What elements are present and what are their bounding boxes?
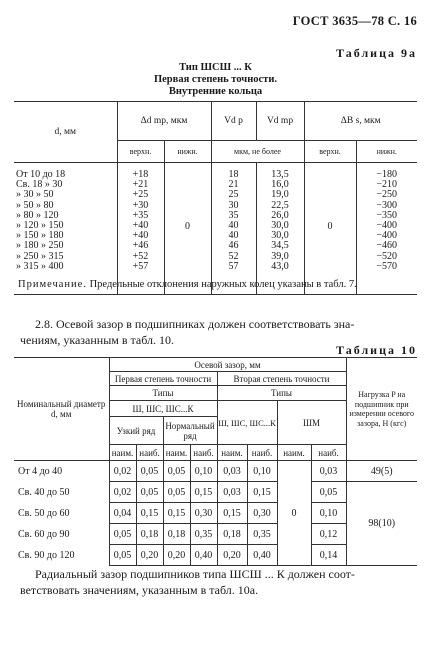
table-cell: 26,0 bbox=[271, 209, 289, 221]
clearance-value: 0,05 bbox=[163, 461, 190, 482]
clearance-value: 0,18 bbox=[217, 524, 247, 545]
table-cell: » 30 » 50 bbox=[16, 189, 54, 201]
clearance-value: 0,03 bbox=[217, 482, 247, 503]
clearance-value: 0,02 bbox=[109, 482, 136, 503]
sub-header-upper-2: верхн. bbox=[304, 141, 356, 163]
col-header-vdmp: Vd mp bbox=[256, 102, 304, 141]
table-cell: » 250 » 315 bbox=[16, 250, 64, 262]
clearance-value: 0,05 bbox=[136, 482, 163, 503]
clearance-value: 0,14 bbox=[311, 545, 346, 566]
clearance-value: 0,10 bbox=[190, 461, 217, 482]
header-axial-clearance: Осевой зазор, мм bbox=[109, 358, 346, 372]
column-dbs-upper: 0 bbox=[304, 163, 356, 291]
header-types-second: Типы bbox=[217, 386, 346, 401]
header-min-1: наим. bbox=[109, 445, 136, 461]
clearance-value: 0,20 bbox=[136, 545, 163, 566]
table-cell: » 120 » 150 bbox=[16, 219, 64, 231]
table-cell: −180 bbox=[376, 169, 398, 180]
header-type-group-2: Ш, ШС, ШС...К bbox=[217, 401, 277, 445]
paragraph-2-8-line-2: чениям, указанным в табл. 10. bbox=[20, 333, 175, 347]
table-cell: 30,0 bbox=[271, 219, 289, 231]
table-cell: −400 bbox=[376, 219, 398, 231]
table-10-caption: Таблица 10 bbox=[336, 343, 417, 357]
col-header-delta-bs: ΔB s, мкм bbox=[304, 102, 417, 141]
table-cell: −520 bbox=[376, 250, 398, 262]
clearance-value: 0,18 bbox=[163, 524, 190, 545]
paragraph-2-8-line-1: 2.8. Осевой зазор в подшипниках должен соответствовать зна- bbox=[35, 317, 355, 331]
clearance-value: 0,12 bbox=[311, 524, 346, 545]
clearance-value: 0,03 bbox=[311, 461, 346, 482]
header-first-accuracy: Первая степень точности bbox=[109, 372, 217, 386]
table-cell: +57 bbox=[132, 260, 149, 272]
table-cell: 40 bbox=[228, 219, 239, 231]
table-cell: 43,0 bbox=[271, 260, 289, 272]
paragraph-radial-line-2: ветствовать значениям, указанным в табл. 10а. bbox=[20, 583, 259, 597]
table-9a bbox=[14, 101, 417, 295]
row-diameter-range: Св. 90 до 120 bbox=[14, 545, 109, 566]
clearance-value: 0,20 bbox=[217, 545, 247, 566]
clearance-value: 0,15 bbox=[247, 482, 277, 503]
table-cell: +52 bbox=[132, 250, 149, 262]
table-cell: 46 bbox=[228, 240, 239, 252]
table-cell: Св. 18 » 30 bbox=[16, 179, 63, 191]
row-diameter-range: Св. 60 до 90 bbox=[14, 524, 109, 545]
table-cell: +21 bbox=[132, 179, 149, 191]
table-cell: +35 bbox=[132, 209, 149, 221]
sub-header-max: мкм, не более bbox=[211, 141, 304, 163]
table-9a-title-type: Тип ШСШ ... К bbox=[179, 62, 252, 73]
header-nominal-diameter: Номинальный диаметр d, мм bbox=[14, 358, 109, 461]
header-max-3: наиб. bbox=[247, 445, 277, 461]
sub-header-lower-2: нижн. bbox=[356, 141, 417, 163]
table-cell: 19,0 bbox=[271, 189, 289, 201]
table-9a-caption: Таблица 9а bbox=[336, 46, 417, 60]
table-cell: 40 bbox=[228, 230, 239, 242]
table-cell: » 80 » 120 bbox=[16, 209, 59, 221]
table-cell: −460 bbox=[376, 240, 398, 252]
table-cell: 57 bbox=[228, 260, 239, 272]
shm-min-value: 0 bbox=[277, 461, 311, 566]
col-header-d: d, мм bbox=[14, 102, 117, 163]
table-row bbox=[14, 482, 417, 503]
paragraph-radial-line-1: Радиальный зазор подшипников типа ШСШ ... К должен соот- bbox=[35, 567, 355, 581]
table-cell: 30 bbox=[228, 199, 239, 211]
row-diameter-range: От 4 до 40 bbox=[14, 461, 109, 482]
clearance-value: 0,04 bbox=[109, 503, 136, 524]
clearance-value: 0,30 bbox=[190, 503, 217, 524]
clearance-value: 0,15 bbox=[136, 503, 163, 524]
table-cell: +18 bbox=[132, 169, 149, 180]
column-ddmp-lower: 0 bbox=[164, 163, 211, 291]
col-header-delta-dmp: Δd mp, мкм bbox=[117, 102, 211, 141]
column-d-values bbox=[14, 163, 117, 291]
load-value-1: 49(5) bbox=[346, 461, 417, 482]
clearance-value: 0,05 bbox=[109, 524, 136, 545]
header-min-4: наим. bbox=[277, 445, 311, 461]
table-cell: +40 bbox=[132, 230, 149, 242]
row-diameter-range: Св. 50 до 60 bbox=[14, 503, 109, 524]
table-cell: 13,5 bbox=[271, 169, 289, 180]
header-max-4: наиб. bbox=[311, 445, 346, 461]
table-cell: 22,5 bbox=[271, 199, 289, 211]
column-dbs-lower bbox=[356, 163, 417, 291]
load-value-2: 98(10) bbox=[346, 482, 417, 566]
clearance-value: 0,20 bbox=[163, 545, 190, 566]
table-cell: −400 bbox=[376, 230, 398, 242]
note-text: Предельные отклонения наружных колец указаны в табл. 7. bbox=[89, 279, 357, 290]
table-cell: +30 bbox=[132, 199, 149, 211]
table-cell: 34,5 bbox=[271, 240, 289, 252]
table-9a-title-accuracy: Первая степень точности. bbox=[153, 74, 278, 85]
clearance-value: 0,05 bbox=[136, 461, 163, 482]
clearance-value: 0,18 bbox=[136, 524, 163, 545]
table-cell: » 50 » 80 bbox=[16, 199, 54, 211]
table-cell: −570 bbox=[376, 260, 398, 272]
clearance-value: 0,35 bbox=[190, 524, 217, 545]
header-min-3: наим. bbox=[217, 445, 247, 461]
header-max-2: наиб. bbox=[190, 445, 217, 461]
clearance-value: 0,40 bbox=[247, 545, 277, 566]
clearance-value: 0,03 bbox=[217, 461, 247, 482]
table-cell: −210 bbox=[376, 179, 398, 191]
table-cell: От 10 до 18 bbox=[16, 169, 66, 180]
table-9a-note bbox=[18, 278, 418, 292]
table-cell: 25 bbox=[228, 189, 239, 201]
table-cell: 39,0 bbox=[271, 250, 289, 262]
header-narrow-row: Узкий ряд bbox=[109, 417, 163, 445]
table-cell: 18 bbox=[228, 169, 239, 180]
table-9a-title-rings: Внутренние кольца bbox=[168, 86, 263, 97]
table-cell: 52 bbox=[228, 250, 239, 262]
sub-header-upper: верхн. bbox=[117, 141, 164, 163]
table-cell: +46 bbox=[132, 240, 149, 252]
header-type-shm: ШМ bbox=[277, 401, 346, 445]
table-cell: −300 bbox=[376, 199, 398, 211]
standard-header: ГОСТ 3635—78 С. 16 bbox=[292, 14, 417, 28]
table-cell: +25 bbox=[132, 189, 149, 201]
header-second-accuracy: Вторая степень точности bbox=[217, 372, 346, 386]
table-cell: 21 bbox=[228, 179, 239, 191]
row-diameter-range: Св. 40 до 50 bbox=[14, 482, 109, 503]
column-vdmp bbox=[256, 163, 304, 291]
clearance-value: 0,30 bbox=[247, 503, 277, 524]
column-vdp bbox=[211, 163, 256, 291]
table-cell: 35 bbox=[228, 209, 239, 221]
header-types-first: Типы bbox=[109, 386, 217, 401]
table-cell: +40 bbox=[132, 219, 149, 231]
clearance-value: 0,02 bbox=[109, 461, 136, 482]
table-cell: » 180 » 250 bbox=[16, 240, 64, 252]
table-row bbox=[14, 461, 417, 482]
clearance-value: 0,05 bbox=[311, 482, 346, 503]
table-cell: 16,0 bbox=[271, 179, 289, 191]
clearance-value: 0,35 bbox=[247, 524, 277, 545]
note-label: Примечание. bbox=[18, 279, 87, 290]
table-cell: 30,0 bbox=[271, 230, 289, 242]
table-cell: −250 bbox=[376, 189, 398, 201]
header-type-group-1: Ш, ШС, ШС...К bbox=[109, 401, 217, 417]
clearance-value: 0,10 bbox=[247, 461, 277, 482]
column-ddmp-upper bbox=[117, 163, 164, 291]
table-cell: » 150 » 180 bbox=[16, 230, 64, 242]
table-10 bbox=[14, 357, 417, 566]
clearance-value: 0,15 bbox=[163, 503, 190, 524]
col-header-vdp: Vd p bbox=[211, 102, 256, 141]
clearance-value: 0,40 bbox=[190, 545, 217, 566]
clearance-value: 0,05 bbox=[163, 482, 190, 503]
clearance-value: 0,05 bbox=[109, 545, 136, 566]
sub-header-lower: нижн. bbox=[164, 141, 211, 163]
clearance-value: 0,15 bbox=[190, 482, 217, 503]
header-max-1: наиб. bbox=[136, 445, 163, 461]
table-cell: −350 bbox=[376, 209, 398, 221]
header-normal-row: Нормальный ряд bbox=[163, 417, 217, 445]
clearance-value: 0,10 bbox=[311, 503, 346, 524]
table-cell: » 315 » 400 bbox=[16, 260, 64, 272]
header-min-2: наим. bbox=[163, 445, 190, 461]
header-load: Нагрузка P на подшипник при измерении осевого зазора, Н (кгс) bbox=[346, 358, 417, 461]
clearance-value: 0,15 bbox=[217, 503, 247, 524]
